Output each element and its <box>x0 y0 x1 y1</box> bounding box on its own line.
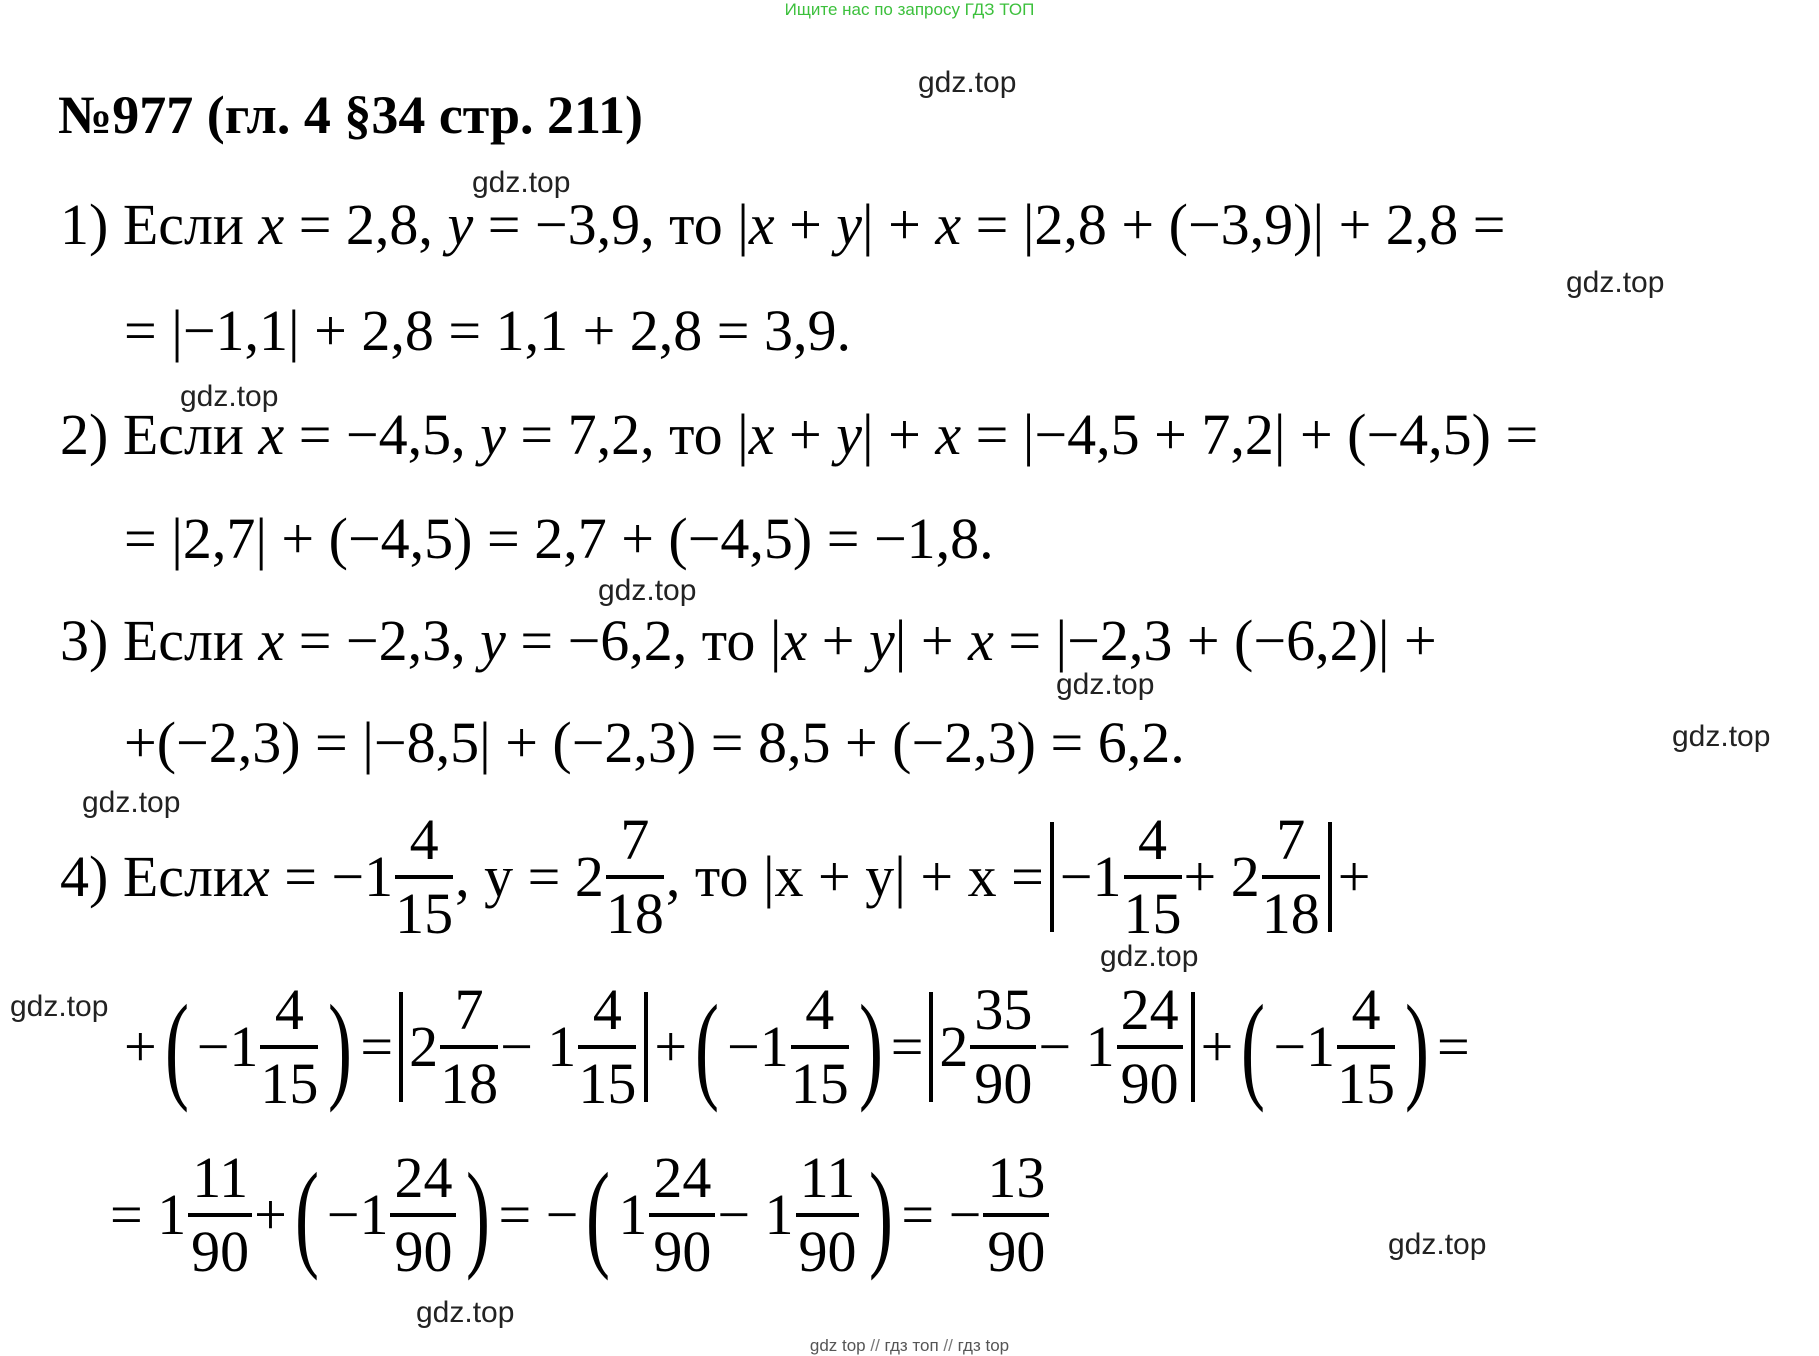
fraction <box>1117 977 1183 1116</box>
numerator: 4 <box>1337 981 1395 1049</box>
denominator: 90 <box>798 1219 857 1284</box>
one: 1 <box>618 1182 648 1247</box>
fraction <box>796 1145 860 1284</box>
denominator: 15 <box>1337 1051 1396 1116</box>
problem-3-equation: = |−2,3 + (−6,2)| + <box>993 608 1437 673</box>
fraction <box>1337 977 1396 1116</box>
problem-1-y-value: = −3,9, то | <box>487 192 749 257</box>
fraction <box>390 1145 456 1284</box>
plus-two: + 2 <box>1183 844 1260 909</box>
watermark: gdz.top <box>1056 668 1155 701</box>
fraction <box>260 977 319 1116</box>
minus-one: −1 <box>727 1014 789 1079</box>
watermark: gdz.top <box>1388 1228 1487 1261</box>
fraction <box>1123 807 1182 946</box>
problem-1-line-1: 1) Если x = 2,8, y = −3,9, то |x + y| + x = |2,8 + (−3,9)| + 2,8 = <box>60 192 1506 257</box>
denominator: 18 <box>440 1051 499 1116</box>
var-y: y <box>447 192 474 257</box>
problem-1-prefix: 1) Если <box>60 192 259 257</box>
abs-bar <box>929 992 933 1102</box>
open-paren: ( <box>164 980 189 1113</box>
problem-3-y-value: = −6,2, то | <box>520 608 782 673</box>
close-paren: ) <box>328 980 353 1113</box>
problem-4-line-3 <box>110 1145 1051 1284</box>
fraction <box>983 1145 1049 1284</box>
fraction <box>605 807 664 946</box>
watermark: gdz.top <box>1566 266 1665 299</box>
equals-sign: = <box>890 1014 924 1079</box>
numerator: 24 <box>1117 981 1183 1049</box>
footer-link[interactable]: гдз топ <box>884 1336 939 1355</box>
var-x: x <box>258 608 285 673</box>
problem-3-prefix: 3) Если <box>60 608 259 673</box>
top-banner: Ищите нас по запросу ГДЗ ТОП <box>784 0 1035 19</box>
two: 2 <box>409 1014 439 1079</box>
plus-sign: + <box>1337 844 1371 909</box>
denominator: 90 <box>1120 1051 1179 1116</box>
open-paren: ( <box>586 1148 611 1281</box>
fraction <box>188 1145 252 1284</box>
minus-one: − 1 <box>717 1182 794 1247</box>
problem-1-equation: = |2,8 + (−3,9)| + 2,8 = <box>961 192 1506 257</box>
denominator: 90 <box>653 1219 712 1284</box>
fraction <box>790 977 849 1116</box>
two: 2 <box>939 1014 969 1079</box>
fraction <box>395 807 454 946</box>
denominator: 18 <box>1261 881 1320 946</box>
minus-one: − 1 <box>500 1014 577 1079</box>
var-x: x <box>781 608 808 673</box>
problem-4-prefix: 4) Если <box>60 844 244 909</box>
fraction <box>578 977 637 1116</box>
abs-bar <box>1050 822 1054 932</box>
problem-2-tail: | + <box>862 402 936 467</box>
numerator: 7 <box>606 811 664 879</box>
minus-one: −1 <box>196 1014 259 1079</box>
equals-minus: = − <box>498 1182 579 1247</box>
x-equals: = −1 <box>284 844 394 909</box>
denominator: 90 <box>974 1051 1033 1116</box>
denominator: 90 <box>191 1219 250 1284</box>
equals-sign: = <box>1437 1014 1470 1079</box>
problem-1-x-value: = 2,8, <box>298 192 448 257</box>
numerator: 24 <box>390 1149 456 1217</box>
plus-sign: + <box>654 1014 688 1079</box>
footer-separator: // <box>870 1336 880 1355</box>
problem-1-tail: | + <box>862 192 936 257</box>
var-x: x <box>258 192 285 257</box>
var-y: y <box>480 402 506 467</box>
minus-one: −1 <box>326 1182 389 1247</box>
numerator: 4 <box>395 811 453 879</box>
numerator: 7 <box>1262 811 1320 879</box>
close-paren: ) <box>466 1148 491 1281</box>
problem-3-tail: | + <box>894 608 969 673</box>
open-paren: ( <box>1241 980 1266 1113</box>
problem-2-prefix: 2) Если <box>60 402 259 467</box>
problem-3-line-1: 3) Если x = −2,3, y = −6,2, то |x + y| + x = |−2,3 + (−6,2)| + <box>60 608 1437 673</box>
var-y: y <box>868 608 895 673</box>
numerator: 4 <box>260 981 318 1049</box>
problem-4-line-1 <box>60 807 1371 946</box>
var-x: x <box>935 192 962 257</box>
footer-link[interactable]: гдз top <box>957 1336 1010 1355</box>
numerator: 11 <box>796 1149 860 1217</box>
var-x: x <box>748 192 775 257</box>
var-x: x <box>258 402 285 467</box>
numerator: 35 <box>970 981 1036 1049</box>
problem-3-x-value: = −2,3, <box>298 608 481 673</box>
var-y: y <box>480 608 506 673</box>
close-paren: ) <box>869 1148 894 1281</box>
y-equals: , y = 2 <box>455 844 604 909</box>
abs-bar <box>1328 822 1332 932</box>
problem-2-line-1: 2) Если x = −4,5, y = 7,2, то |x + y| + x = |−4,5 + 7,2| + (−4,5) = <box>60 402 1539 467</box>
footer-separator: // <box>943 1336 953 1355</box>
denominator: 15 <box>395 881 454 946</box>
page-title: №977 (гл. 4 §34 стр. 211) <box>58 85 644 145</box>
footer-links <box>0 1336 1819 1356</box>
plus-sign: + <box>124 1014 157 1079</box>
problem-2-y-value: = 7,2, то | <box>520 402 749 467</box>
problem-2-equation: = |−4,5 + 7,2| + (−4,5) = <box>961 402 1539 467</box>
abs-bar <box>399 992 403 1102</box>
watermark: gdz.top <box>598 574 697 607</box>
watermark: gdz.top <box>472 166 571 199</box>
plus-sign: + <box>254 1182 287 1247</box>
watermark: gdz.top <box>180 380 279 413</box>
to-expression: , то |x + y| + x = <box>665 844 1044 909</box>
numerator: 11 <box>188 1149 252 1217</box>
fraction <box>440 977 499 1116</box>
fraction <box>970 977 1036 1116</box>
footer-link[interactable]: gdz top <box>809 1336 866 1355</box>
close-paren: ) <box>1405 980 1430 1113</box>
numerator: 7 <box>440 981 498 1049</box>
denominator: 90 <box>987 1219 1046 1284</box>
abs-bar <box>644 992 648 1102</box>
var-y: y <box>836 402 863 467</box>
problem-1-line-2: = |−1,1| + 2,8 = 1,1 + 2,8 = 3,9. <box>124 298 851 363</box>
numerator: 4 <box>578 981 636 1049</box>
equals-minus: = − <box>901 1182 982 1247</box>
denominator: 18 <box>605 881 664 946</box>
denominator: 90 <box>394 1219 453 1284</box>
numerator: 4 <box>791 981 849 1049</box>
equals-sign: = <box>360 1014 394 1079</box>
var-x: x <box>968 608 994 673</box>
open-paren: ( <box>294 1148 319 1281</box>
numerator: 4 <box>1124 811 1182 879</box>
problem-4-line-2 <box>124 977 1470 1116</box>
watermark: gdz.top <box>1100 940 1199 973</box>
fraction <box>649 1145 715 1284</box>
open-paren: ( <box>695 980 720 1113</box>
denominator: 15 <box>790 1051 849 1116</box>
denominator: 15 <box>260 1051 319 1116</box>
problem-2-line-2: = |2,7| + (−4,5) = 2,7 + (−4,5) = −1,8. <box>124 506 994 571</box>
watermark: gdz.top <box>416 1296 515 1329</box>
minus-one: −1 <box>1059 844 1122 909</box>
var-x: x <box>935 402 962 467</box>
var-y: y <box>836 192 863 257</box>
abs-bar <box>1191 992 1195 1102</box>
equals-one: = 1 <box>110 1182 187 1247</box>
numerator: 13 <box>983 1149 1049 1217</box>
watermark: gdz.top <box>918 66 1017 99</box>
minus-one: − 1 <box>1038 1014 1115 1079</box>
watermark: gdz.top <box>82 786 181 819</box>
watermark: gdz.top <box>1672 720 1771 753</box>
var-x: x <box>748 402 775 467</box>
denominator: 15 <box>1123 881 1182 946</box>
var-x: x <box>243 844 270 909</box>
problem-3-line-2: +(−2,3) = |−8,5| + (−2,3) = 8,5 + (−2,3) = 6,2. <box>124 710 1185 775</box>
watermark: gdz.top <box>10 990 109 1023</box>
minus-one: −1 <box>1273 1014 1336 1079</box>
fraction <box>1261 807 1320 946</box>
plus-sign: + <box>1200 1014 1234 1079</box>
problem-2-x-value: = −4,5, <box>298 402 481 467</box>
denominator: 15 <box>578 1051 637 1116</box>
numerator: 24 <box>649 1149 715 1217</box>
close-paren: ) <box>858 980 883 1113</box>
